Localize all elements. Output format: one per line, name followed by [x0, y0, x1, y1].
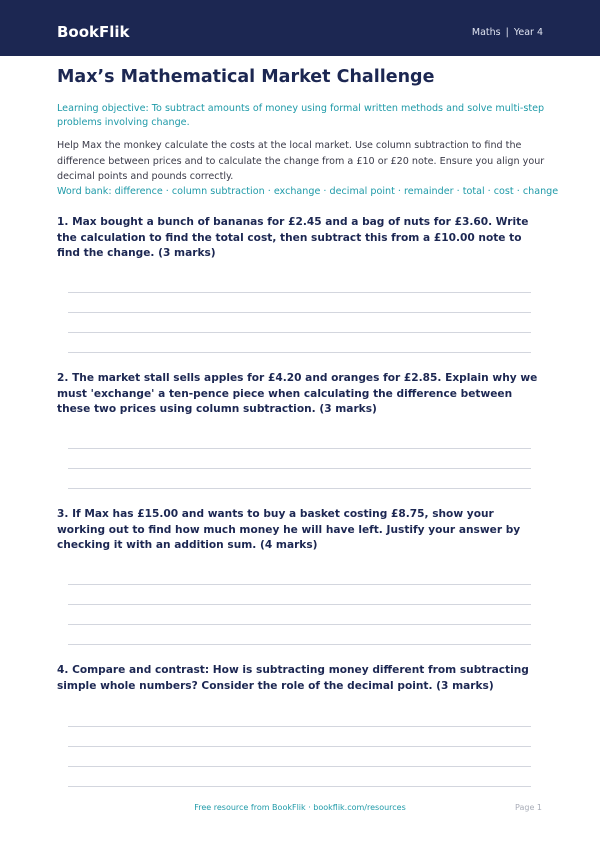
question-1: 1. Max bought a bunch of bananas for £2.45 and a bag of nuts for £3.60. Write the calculation to find the total cost, then subtract this from a £10.00 note to find the change. (3 marks) [57, 216, 529, 259]
answer-line[interactable] [68, 624, 531, 625]
answer-line[interactable] [68, 468, 531, 469]
answer-line[interactable] [68, 644, 531, 645]
intro-paragraph: Help Max the monkey calculate the costs at the local market. Use column subtraction to find the difference between prices and to calculate the change from a £10 or £20 note. Ensure you align your decimal points and pounds correctly. [57, 140, 545, 183]
footer-link[interactable]: Free resource from BookFlik · bookflik.com/resources [194, 803, 406, 812]
answer-line[interactable] [68, 292, 531, 293]
subject-separator: | [505, 27, 509, 38]
answer-line[interactable] [68, 584, 531, 585]
question-3: 3. If Max has £15.00 and wants to buy a basket costing £8.75, show your working out to find how much money he will have left. Justify your answer by checking it with an addition sum. (4 marks) [57, 508, 521, 551]
answer-line[interactable] [68, 726, 531, 727]
answer-line[interactable] [68, 312, 531, 313]
subject-name: Maths [471, 27, 501, 38]
page-title: Max’s Mathematical Market Challenge [57, 67, 435, 87]
answer-line[interactable] [68, 352, 531, 353]
answer-line[interactable] [68, 604, 531, 605]
answer-line[interactable] [68, 448, 531, 449]
year-label: Year 4 [513, 27, 543, 38]
answer-line[interactable] [68, 746, 531, 747]
page-number: Page 1 [515, 803, 542, 812]
question-4: 4. Compare and contrast: How is subtracting money different from subtracting simple whole numbers? Consider the role of the decimal point. (3 marks) [57, 664, 529, 692]
answer-line[interactable] [68, 786, 531, 787]
header-bar [0, 0, 600, 56]
learning-objective: Learning objective: To subtract amounts of money using formal written methods and solve multi-step problems involving change. [57, 103, 545, 128]
brand-logo[interactable]: BookFlik [57, 23, 130, 41]
question-2: 2. The market stall sells apples for £4.20 and oranges for £2.85. Explain why we must 'exchange' a ten-pence piece when calculating the difference between these two prices using column subtraction. (3 marks) [57, 372, 538, 415]
answer-line[interactable] [68, 766, 531, 767]
answer-line[interactable] [68, 332, 531, 333]
subject-label [472, 26, 543, 40]
answer-line[interactable] [68, 488, 531, 489]
word-bank: Word bank: difference · column subtraction · exchange · decimal point · remainder · total · cost · change [57, 186, 559, 197]
